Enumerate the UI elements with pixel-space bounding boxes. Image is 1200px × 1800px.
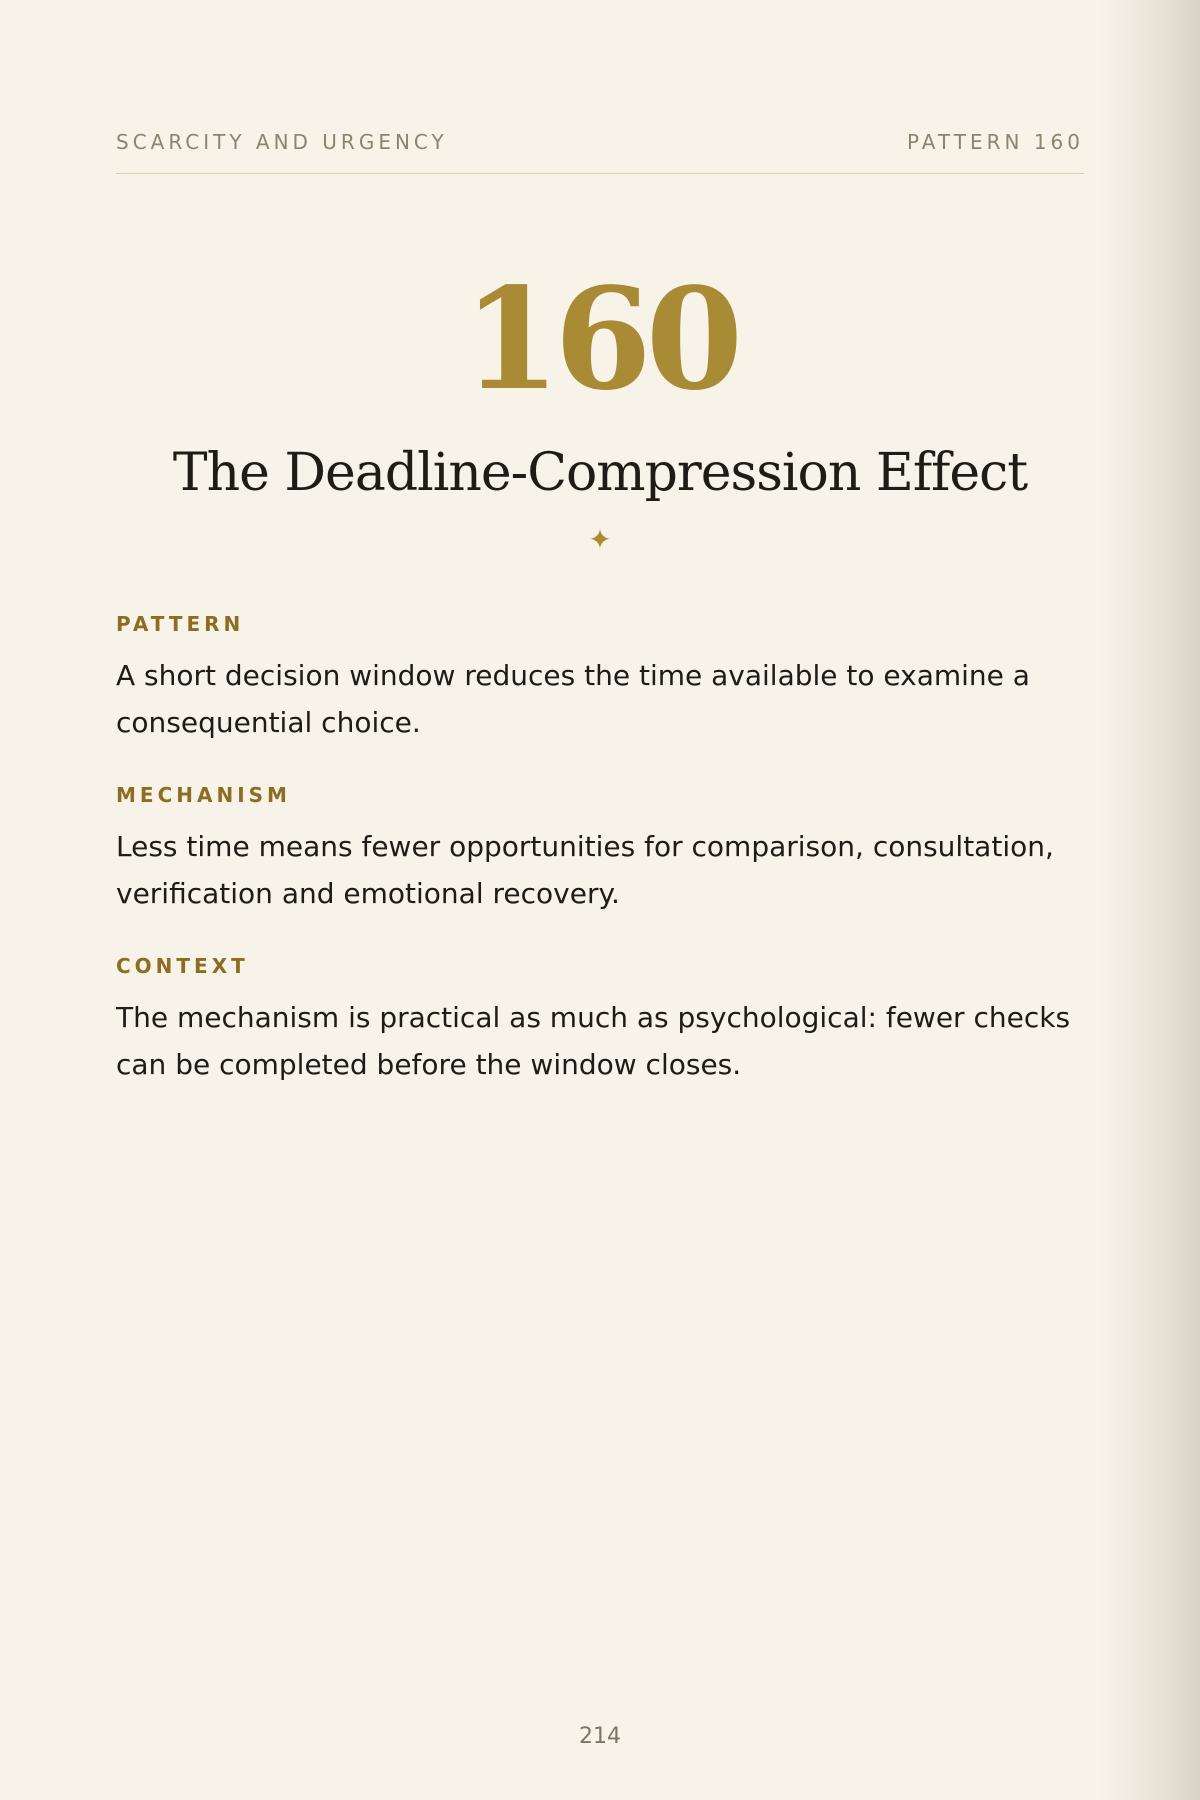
pattern-number: 160 (462, 258, 738, 422)
section-label: PATTERN (116, 612, 245, 636)
running-head (116, 126, 1084, 174)
star-ornament-icon: ✦ (588, 523, 612, 556)
running-head-section: SCARCITY AND URGENCY (116, 130, 448, 154)
section-text: Less time means fewer opportunities for comparison, consultation, verification and emotional recovery. (116, 830, 1054, 910)
section-label: CONTEXT (116, 954, 249, 978)
section-mechanism (116, 785, 1076, 917)
section-label: MECHANISM (116, 783, 291, 807)
section-text: A short decision window reduces the time available to examine a consequential choice. (116, 659, 1030, 739)
pattern-title: The Deadline-Compression Effect (172, 443, 1028, 503)
section-pattern (116, 614, 1076, 746)
page-number: 214 (579, 1724, 621, 1749)
section-text: The mechanism is practical as much as psychological: fewer checks can be completed before the window closes. (116, 1001, 1071, 1081)
running-head-pattern: PATTERN 160 (906, 130, 1084, 154)
section-context (116, 956, 1076, 1088)
